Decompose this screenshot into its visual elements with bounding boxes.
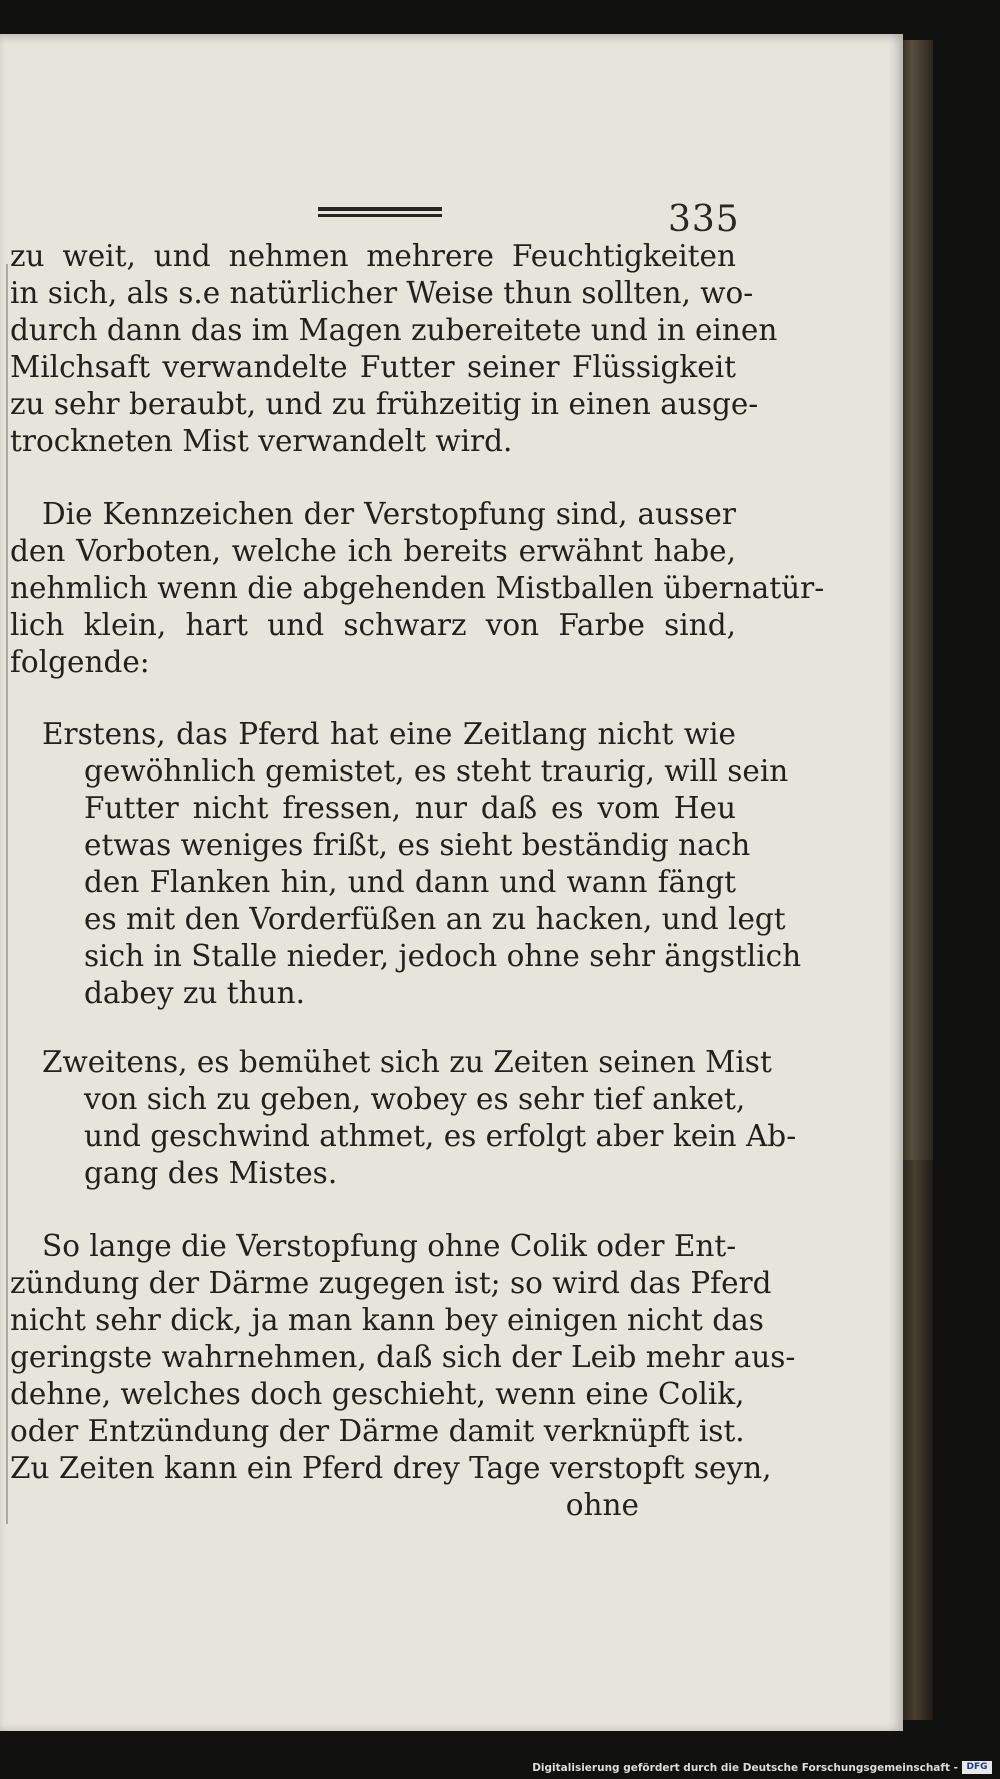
- text-line: zu weit, und nehmen mehrere Feuchtigkeiten: [10, 239, 736, 273]
- text-line: gewöhnlich gemistet, es steht traurig, will sein: [84, 754, 789, 788]
- page-edge-shadow-lower: [903, 1160, 933, 1720]
- catchword: ohne: [565, 1488, 639, 1522]
- text-line: nehmlich wenn die abgehenden Mistballen übernatür-: [10, 571, 825, 605]
- text-line: in sich, als s.e natürlicher Weise thun sollten, wo-: [10, 276, 754, 310]
- text-line: von sich zu geben, wobey es sehr tief anket,: [84, 1082, 746, 1116]
- text-line: folgende:: [10, 645, 150, 679]
- text-line: nicht sehr dick, ja man kann bey einigen nicht das: [10, 1303, 764, 1337]
- text-line: den Vorboten, welche ich bereits erwähnt habe,: [10, 534, 736, 568]
- text-line: sich in Stalle nieder, jedoch ohne sehr ängstlich: [84, 939, 802, 973]
- text-line: lich klein, hart und schwarz von Farbe sind,: [10, 608, 736, 642]
- text-line: dehne, welches doch geschieht, wenn eine Colik,: [10, 1377, 745, 1411]
- gutter-line: [6, 264, 8, 1524]
- text-line: Zu Zeiten kann ein Pferd drey Tage verstopft seyn,: [10, 1451, 772, 1485]
- text-line: Erstens, das Pferd hat eine Zeitlang nicht wie: [42, 717, 736, 751]
- text-line: trockneten Mist verwandelt wird.: [10, 424, 513, 458]
- text-line: So lange die Verstopfung ohne Colik oder Ent-: [42, 1229, 737, 1263]
- text-line: oder Entzündung der Därme damit verknüpft ist.: [10, 1414, 745, 1448]
- text-line: Die Kennzeichen der Verstopfung sind, ausser: [42, 497, 736, 531]
- dfg-logo: DFG: [962, 1761, 992, 1774]
- text-line: dabey zu thun.: [84, 976, 306, 1010]
- text-line: Futter nicht fressen, nur daß es vom Heu: [84, 791, 736, 825]
- book-page: [0, 34, 903, 1731]
- text-line: Milchsaft verwandelte Futter seiner Flüssigkeit: [10, 350, 736, 384]
- text-line: zu sehr beraubt, und zu frühzeitig in einen ausge-: [10, 387, 759, 421]
- text-line: etwas weniges frißt, es sieht beständig nach: [84, 828, 751, 862]
- text-line: zündung der Därme zugegen ist; so wird das Pferd: [10, 1266, 772, 1300]
- text-line: es mit den Vorderfüßen an zu hacken, und legt: [84, 902, 786, 936]
- header-rule: [318, 207, 442, 219]
- text-line: durch dann das im Magen zubereitete und in einen: [10, 313, 778, 347]
- page-number: 335: [668, 199, 740, 240]
- text-line: gang des Mistes.: [84, 1156, 338, 1190]
- text-line: geringste wahrnehmen, daß sich der Leib mehr aus-: [10, 1340, 796, 1374]
- digitization-credit: Digitalisierung gefördert durch die Deutsche Forschungsgemeinschaft -: [532, 1762, 958, 1774]
- text-line: Zweitens, es bemühet sich zu Zeiten seinen Mist: [42, 1045, 772, 1079]
- text-line: den Flanken hin, und dann und wann fängt: [84, 865, 736, 899]
- text-line: und geschwind athmet, es erfolgt aber kein Ab-: [84, 1119, 797, 1153]
